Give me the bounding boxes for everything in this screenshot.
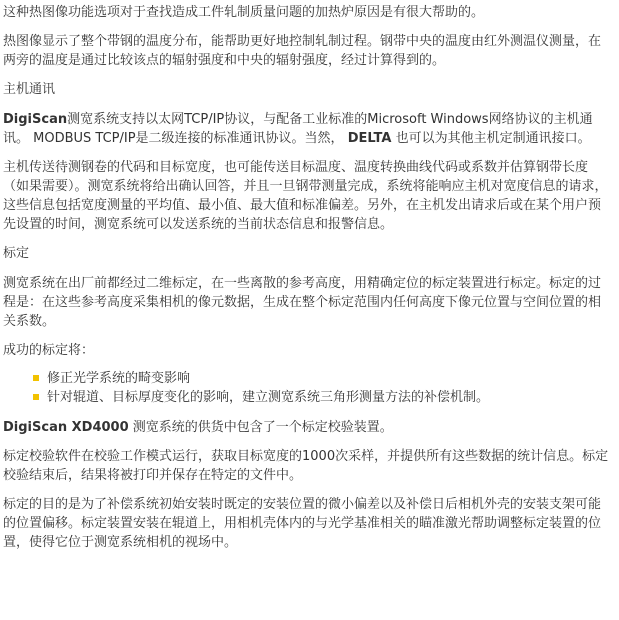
paragraph-calibration-device bbox=[3, 418, 609, 437]
section-heading-calibration: 标定 bbox=[3, 246, 30, 261]
brand-name-digiscan: DigiScan bbox=[3, 112, 68, 127]
list-item bbox=[33, 369, 609, 388]
document-body bbox=[3, 3, 609, 562]
bullet-square-icon bbox=[33, 394, 39, 400]
list-item-text: 修正光学系统的畸变影响 bbox=[47, 371, 191, 386]
paragraph-thermal-distribution: 热图像显示了整个带钢的温度分布，能帮助更好地控制轧制过程。钢带中央的温度由红外测温仪测量，在两旁的温度是通过比较该点的辐射强度和中央的辐射强度，经过计算得到的。 bbox=[3, 34, 602, 68]
paragraph-thermal-image-option: 这种热图像功能选项对于查找造成工件轧制质量问题的加热炉原因是有很大帮助的。 bbox=[3, 5, 485, 20]
list-item-text: 针对辊道、目标厚度变化的影响，建立测宽系统三角形测量方法的补偿机制。 bbox=[47, 390, 490, 405]
paragraph-calibration-process: 测宽系统在出厂前都经过二维标定，在一些离散的参考高度，用精确定位的标定装置进行标定。标定的过程是：在这些参考高度采集相机的像元数据，生成在整个标定范围内任何高度下像元位置与空间位置的相关系数。 bbox=[3, 276, 602, 329]
calibration-results-list bbox=[3, 369, 609, 407]
paragraph-calibration-purpose: 标定的目的是为了补偿系统初始安装时既定的安装位置的微小偏差以及补偿日后相机外壳的安装支架可能的位置偏移。标定装置安装在辊道上，用相机壳体内的与光学基准相关的瞄准激光帮助调整标定装置的位置，使得它位于测宽系统相机的视场中。 bbox=[3, 497, 602, 550]
paragraph-host-data-exchange: 主机传送待测钢卷的代码和目标宽度，也可能传送目标温度、温度转换曲线代码或系数并估算钢带长度（如果需要）。测宽系统将给出确认回答，并且一旦钢带测量完成，系统将能响应主机对宽度信息的请求，这些信息包括宽度测量的平均值、最小值、最大值和标准偏差。另外，在主机发出请求后或在某个用户预先设置的时间，测宽系统可以发送系统的当前状态信息和报警信息。 bbox=[3, 160, 608, 232]
paragraph-host-protocol-text: 测宽系统支持以太网TCP/IP协议，与配备工业标准的Microsoft Windows网络协议的主机通讯。 MODBUS TCP/IP是二级连接的标准通讯协议。当然， bbox=[3, 112, 593, 146]
paragraph-calibration-device-text: 测宽系统的供货中包含了一个标定校验装置。 bbox=[128, 420, 393, 435]
paragraph-host-protocol-text-end: 也可以为其他主机定制通讯接口。 bbox=[391, 131, 591, 146]
paragraph-host-protocol bbox=[3, 110, 609, 148]
paragraph-calibration-software: 标定校验软件在校验工作模式运行，获取目标宽度的1000次采样，并提供所有这些数据的统计信息。标定校验结束后，结果将被打印并保存在特定的文件中。 bbox=[3, 449, 609, 483]
product-name-xd4000: DigiScan XD4000 bbox=[3, 420, 129, 435]
section-heading-host-communication: 主机通讯 bbox=[3, 82, 56, 97]
bullet-square-icon bbox=[33, 375, 39, 381]
paragraph-calibration-results-intro: 成功的标定将： bbox=[3, 343, 95, 358]
brand-name-delta: DELTA bbox=[347, 131, 392, 146]
list-item bbox=[33, 388, 609, 407]
